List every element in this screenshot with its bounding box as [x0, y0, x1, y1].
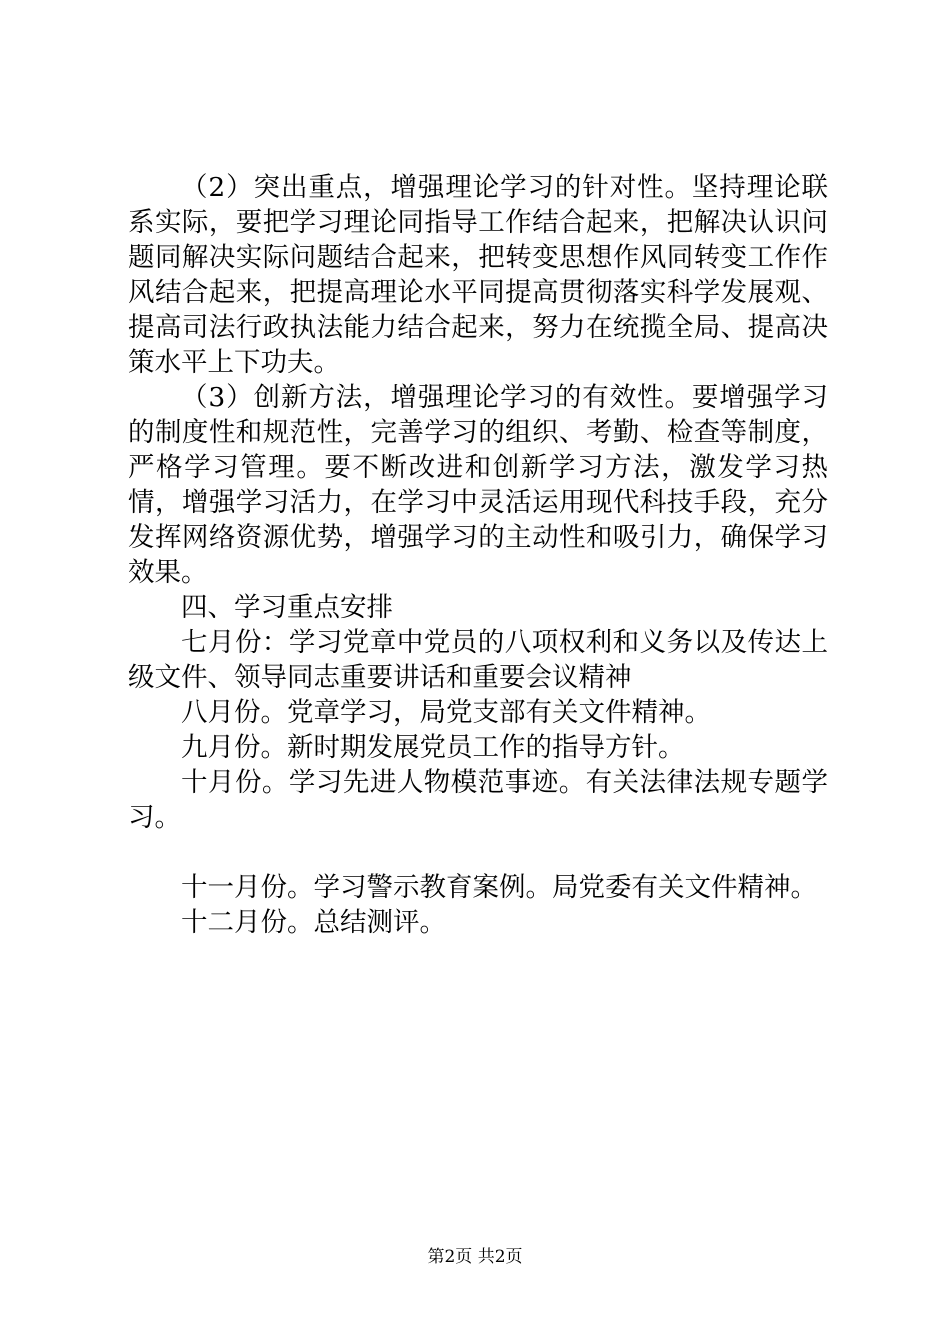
section-heading-study-schedule: 四、学习重点安排: [181, 592, 393, 623]
paragraph-innovate-methods: （3）创新方法，增强理论学习的有效性。要增强学习的制度性和规范性，完善学习的组织、考勤、检查等制度，严格学习管理。要不断改进和创新学习方法，激发学习热情，增强学习活力，在学习中灵活运用现代科技手段，充分发挥网络资源优势，增强学习的主动性和吸引力，确保学习效果。: [128, 382, 828, 588]
schedule-item-november: 十一月份。学习警示教育案例。局党委有关文件精神。: [181, 872, 817, 903]
schedule-item-september: 九月份。新时期发展党员工作的指导方针。: [181, 732, 685, 763]
schedule-item-october: 十月份。学习先进人物模范事迹。有关法律法规专题学习。: [128, 767, 828, 833]
schedule-item-july: 七月份：学习党章中党员的八项权利和义务以及传达上级文件、领导同志重要讲话和重要会议精神: [128, 627, 828, 693]
paragraph-focus-key-points: （2）突出重点，增强理论学习的针对性。坚持理论联系实际，要把学习理论同指导工作结合起来，把解决认识问题同解决实际问题结合起来，把转变思想作风同转变工作作风结合起来，把提高理论水平同提高贯彻落实科学发展观、提高司法行政执法能力结合起来，努力在统揽全局、提高决策水平上下功夫。: [128, 172, 828, 378]
schedule-item-august: 八月份。党章学习，局党支部有关文件精神。: [181, 697, 711, 728]
page-number-footer: 第2页 共2页: [427, 1247, 523, 1267]
schedule-item-december: 十二月份。总结测评。: [181, 907, 446, 938]
document-body: [128, 170, 828, 940]
blank-line: [128, 835, 828, 870]
